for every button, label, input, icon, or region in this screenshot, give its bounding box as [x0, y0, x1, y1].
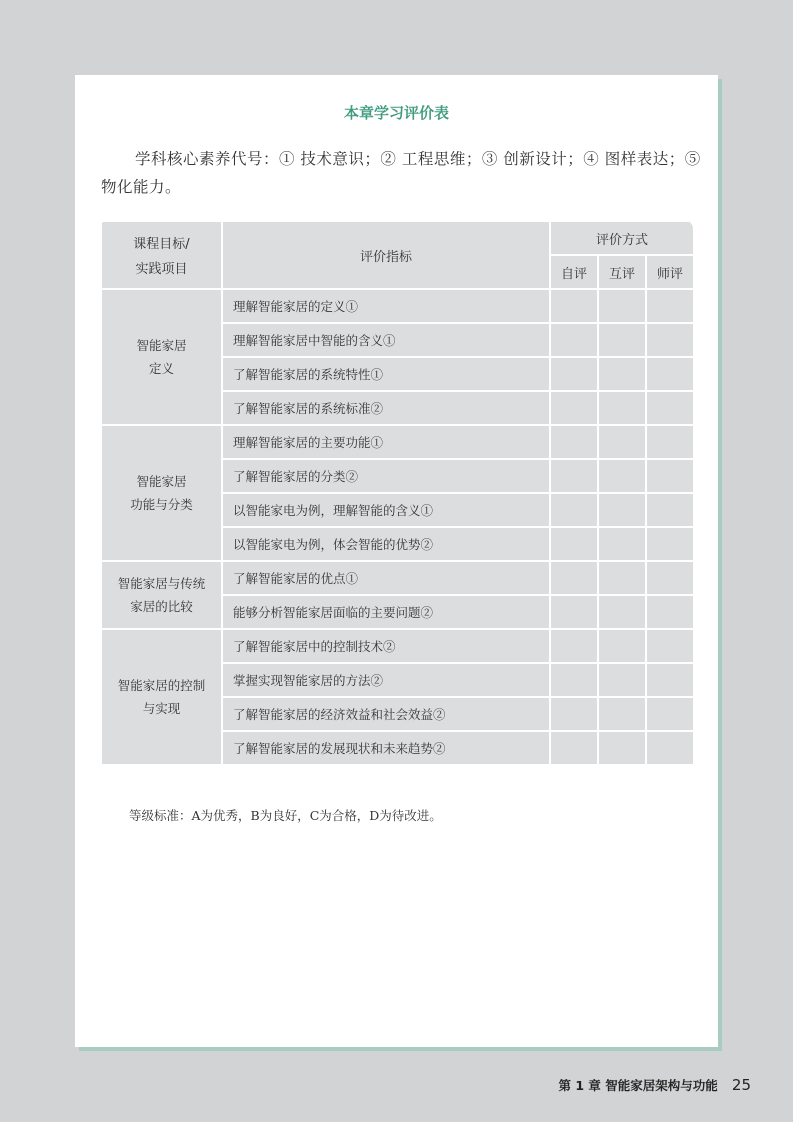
teacher-score-cell[interactable]: [646, 289, 693, 323]
indicator-cell: 以智能家电为例，体会智能的优势②: [222, 527, 550, 561]
chapter-title: 第 1 章 智能家居架构与功能: [558, 1078, 718, 1093]
page: [75, 75, 718, 1047]
self-score-cell[interactable]: [550, 595, 598, 629]
header-method: 评价方式: [550, 221, 693, 255]
header-goal-line2: 实践项目: [135, 262, 188, 277]
peer-score-cell[interactable]: [598, 323, 646, 357]
category-line2: 家居的比较: [130, 599, 193, 614]
peer-score-cell[interactable]: [598, 391, 646, 425]
indicator-cell: 理解智能家居的主要功能①: [222, 425, 550, 459]
indicator-cell: 了解智能家居的发展现状和未来趋势②: [222, 731, 550, 765]
teacher-score-cell[interactable]: [646, 629, 693, 663]
teacher-score-cell[interactable]: [646, 425, 693, 459]
header-teacher: 师评: [646, 255, 693, 289]
self-score-cell[interactable]: [550, 289, 598, 323]
indicator-cell: 能够分析智能家居面临的主要问题②: [222, 595, 550, 629]
peer-score-cell[interactable]: [598, 663, 646, 697]
self-score-cell[interactable]: [550, 391, 598, 425]
header-self: 自评: [550, 255, 598, 289]
page-title: 本章学习评价表: [343, 104, 449, 122]
indicator-cell: 理解智能家居的定义①: [222, 289, 550, 323]
page-footer: [559, 1076, 752, 1094]
category-line1: 智能家居的控制: [117, 678, 206, 693]
teacher-score-cell[interactable]: [646, 323, 693, 357]
peer-score-cell[interactable]: [598, 425, 646, 459]
teacher-score-cell[interactable]: [646, 493, 693, 527]
peer-score-cell[interactable]: [598, 561, 646, 595]
indicator-cell: 了解智能家居的系统特性①: [222, 357, 550, 391]
indicator-cell: 以智能家电为例，理解智能的含义①: [222, 493, 550, 527]
teacher-score-cell[interactable]: [646, 357, 693, 391]
peer-score-cell[interactable]: [598, 493, 646, 527]
self-score-cell[interactable]: [550, 425, 598, 459]
category-line1: 智能家居: [136, 474, 187, 489]
indicator-cell: 掌握实现智能家居的方法②: [222, 663, 550, 697]
self-score-cell[interactable]: [550, 527, 598, 561]
teacher-score-cell[interactable]: [646, 527, 693, 561]
peer-score-cell[interactable]: [598, 289, 646, 323]
category-line2: 与实现: [142, 701, 181, 716]
page-number: 25: [731, 1076, 751, 1094]
intro-paragraph: 学科核心素养代号：① 技术意识；② 工程思维；③ 创新设计；④ 图样表达；⑤ 物化能力。: [101, 150, 701, 196]
peer-score-cell[interactable]: [598, 731, 646, 765]
peer-score-cell[interactable]: [598, 527, 646, 561]
category-line1: 智能家居: [136, 338, 187, 353]
indicator-cell: 了解智能家居的经济效益和社会效益②: [222, 697, 550, 731]
category-cell: [101, 561, 222, 629]
header-peer: 互评: [598, 255, 646, 289]
teacher-score-cell[interactable]: [646, 697, 693, 731]
teacher-score-cell[interactable]: [646, 459, 693, 493]
self-score-cell[interactable]: [550, 561, 598, 595]
peer-score-cell[interactable]: [598, 629, 646, 663]
header-goal-line1: 课程目标/: [133, 237, 190, 252]
self-score-cell[interactable]: [550, 323, 598, 357]
teacher-score-cell[interactable]: [646, 561, 693, 595]
self-score-cell[interactable]: [550, 663, 598, 697]
category-cell: [101, 629, 222, 765]
grading-footnote: 等级标准：A为优秀，B为良好，C为合格，D为待改进。: [129, 808, 442, 823]
teacher-score-cell[interactable]: [646, 731, 693, 765]
indicator-cell: 了解智能家居的系统标准②: [222, 391, 550, 425]
category-cell: [101, 425, 222, 561]
category-line2: 定义: [148, 361, 174, 376]
teacher-score-cell[interactable]: [646, 663, 693, 697]
self-score-cell[interactable]: [550, 459, 598, 493]
header-indicator: 评价指标: [222, 221, 550, 289]
indicator-cell: 了解智能家居中的控制技术②: [222, 629, 550, 663]
indicator-cell: 理解智能家居中智能的含义①: [222, 323, 550, 357]
self-score-cell[interactable]: [550, 357, 598, 391]
self-score-cell[interactable]: [550, 731, 598, 765]
self-score-cell[interactable]: [550, 697, 598, 731]
peer-score-cell[interactable]: [598, 459, 646, 493]
header-goal: [101, 221, 222, 289]
category-cell: [101, 289, 222, 425]
peer-score-cell[interactable]: [598, 697, 646, 731]
indicator-cell: 了解智能家居的分类②: [222, 459, 550, 493]
category-line2: 功能与分类: [130, 497, 193, 512]
indicator-cell: 了解智能家居的优点①: [222, 561, 550, 595]
category-line1: 智能家居与传统: [117, 576, 206, 591]
teacher-score-cell[interactable]: [646, 391, 693, 425]
self-score-cell[interactable]: [550, 493, 598, 527]
evaluation-table: [100, 220, 693, 798]
peer-score-cell[interactable]: [598, 357, 646, 391]
self-score-cell[interactable]: [550, 629, 598, 663]
peer-score-cell[interactable]: [598, 595, 646, 629]
teacher-score-cell[interactable]: [646, 595, 693, 629]
